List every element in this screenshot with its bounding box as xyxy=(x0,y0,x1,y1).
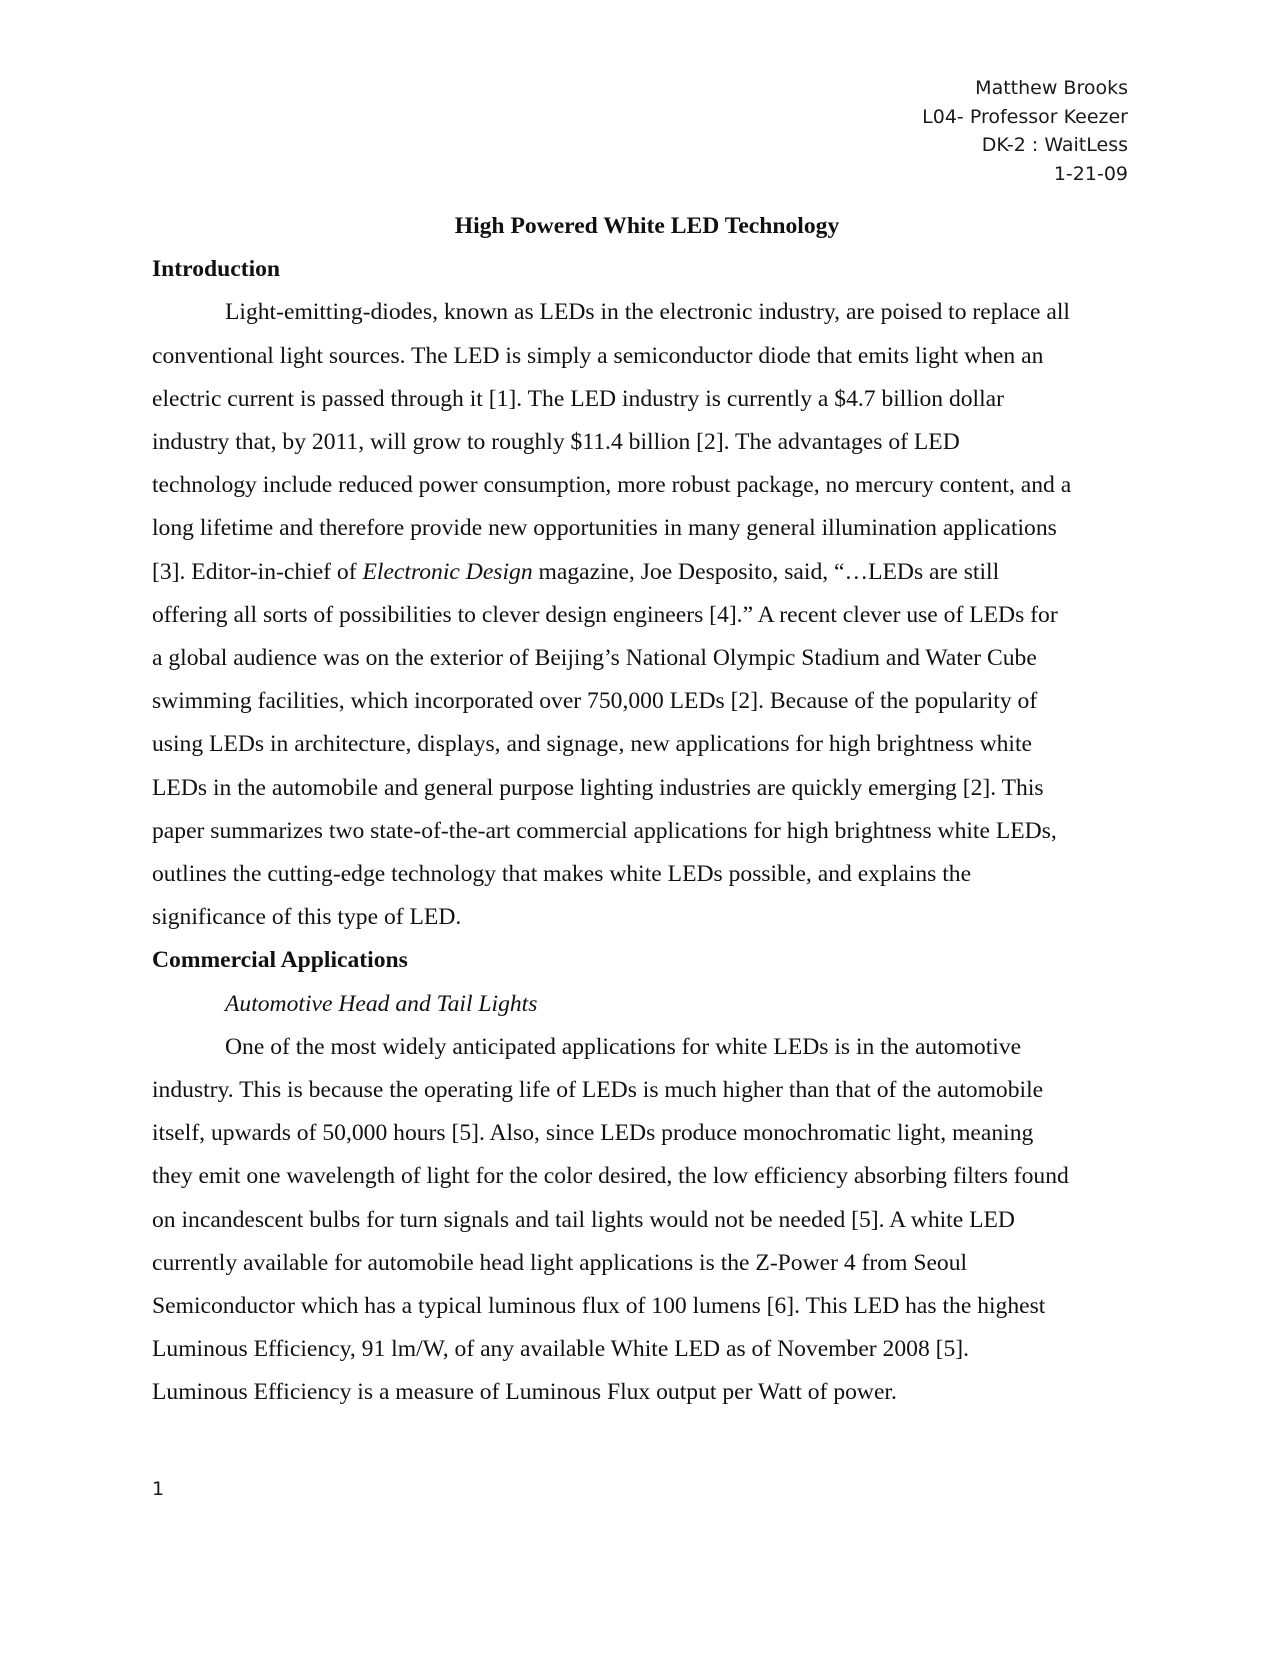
commercial-applications-heading: Commercial Applications xyxy=(152,947,408,974)
paragraph-line: Luminous Efficiency is a measure of Luminous Flux output per Watt of power. xyxy=(152,1379,897,1406)
automotive-paragraph xyxy=(152,1026,1142,1415)
paragraph-line: currently available for automobile head light applications is the Z-Power 4 from Seoul xyxy=(152,1249,968,1276)
paragraph-line: outlines the cutting-edge technology that makes white LEDs possible, and explains the xyxy=(152,861,972,888)
paragraph-line: Luminous Efficiency, 91 lm/W, of any available White LED as of November 2008 [5]. xyxy=(152,1336,970,1363)
paragraph-line xyxy=(152,551,1142,594)
magazine-title: Electronic Design xyxy=(362,558,533,585)
paragraph-line: long lifetime and therefore provide new opportunities in many general illumination applications xyxy=(152,515,1057,542)
paragraph-line: itself, upwards of 50,000 hours [5]. Also, since LEDs produce monochromatic light, meaning xyxy=(152,1120,1034,1147)
page-number: 1 xyxy=(152,1478,165,1500)
paragraph-line: offering all sorts of possibilities to clever design engineers [4].” A recent clever use of LEDs for xyxy=(152,601,1058,628)
document-date: 1-21-09 xyxy=(1053,162,1128,185)
paragraph-line: Semiconductor which has a typical luminous flux of 100 lumens [6]. This LED has the highest xyxy=(152,1293,1046,1320)
paragraph-line: paper summarizes two state-of-the-art commercial applications for high brightness white LEDs, xyxy=(152,817,1057,844)
paragraph-line: industry. This is because the operating life of LEDs is much higher than that of the automobile xyxy=(152,1077,1044,1104)
introduction-paragraph xyxy=(152,291,1142,939)
paragraph-line: Light-emitting-diodes, known as LEDs in the electronic industry, are poised to replace all xyxy=(225,299,1070,326)
paragraph-line: significance of this type of LED. xyxy=(152,904,462,931)
introduction-heading: Introduction xyxy=(152,256,281,283)
paragraph-line: One of the most widely anticipated applications for white LEDs is in the automotive xyxy=(225,1033,1022,1060)
line-text: magazine, Joe Desposito, said, “…LEDs are still xyxy=(532,558,1000,585)
paragraph-line: they emit one wavelength of light for the color desired, the low efficiency absorbing filters found xyxy=(152,1163,1069,1190)
automotive-subheading: Automotive Head and Tail Lights xyxy=(225,990,538,1017)
line-text: [3]. Editor-in-chief of xyxy=(152,558,363,585)
paragraph-line: swimming facilities, which incorporated over 750,000 LEDs [2]. Because of the popularity of xyxy=(152,688,1038,715)
author-name: Matthew Brooks xyxy=(975,77,1128,99)
paragraph-line: LEDs in the automobile and general purpose lighting industries are quickly emerging [2]. This xyxy=(152,774,1044,801)
paragraph-line: using LEDs in architecture, displays, and signage, new applications for high brightness white xyxy=(152,731,1032,758)
paragraph-line: a global audience was on the exterior of Beijing’s National Olympic Stadium and Water Cube xyxy=(152,645,1037,672)
course-info: L04- Professor Keezer xyxy=(922,105,1128,128)
paragraph-line: electric current is passed through it [1]. The LED industry is currently a $4.7 billion dollar xyxy=(152,385,1005,412)
paragraph-line: on incandescent bulbs for turn signals and tail lights would not be needed [5]. A white LED xyxy=(152,1206,1015,1233)
paragraph-line: technology include reduced power consumption, more robust package, no mercury content, and a xyxy=(152,472,1072,499)
paragraph-line: industry that, by 2011, will grow to roughly $11.4 billion [2]. The advantages of LED xyxy=(152,429,960,456)
document-body xyxy=(152,205,1142,1415)
paragraph-line: conventional light sources. The LED is simply a semiconductor diode that emits light when an xyxy=(152,342,1044,369)
project-name: DK-2 : WaitLess xyxy=(981,134,1128,156)
author-header-block xyxy=(922,74,1128,188)
document-title: High Powered White LED Technology xyxy=(454,213,840,239)
